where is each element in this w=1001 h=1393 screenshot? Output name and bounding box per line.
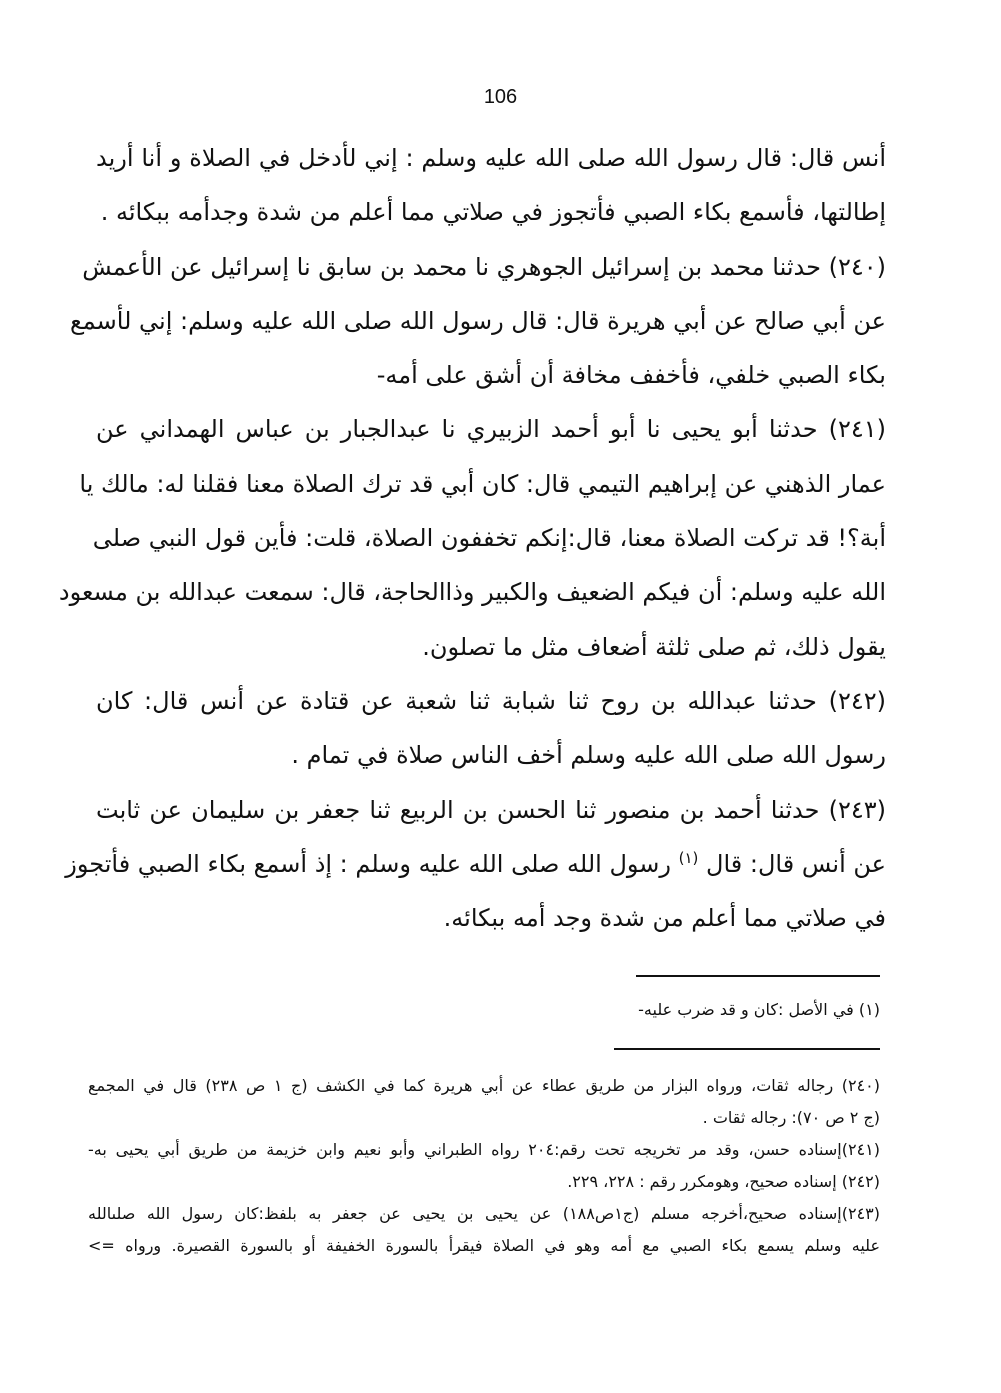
- page-number: 106: [483, 86, 518, 108]
- footnote-1: (١) في الأصل :كان و قد ضرب عليه-: [638, 1000, 880, 1019]
- footnote-line: عليه وسلم يسمع بكاء الصبي مع أمه وهو في الصلاة فيقرأ بالسورة الخفيفة أو بالسورة القصيرة. ورواه =>: [88, 1236, 880, 1255]
- footnote-line: (٢٤٠) رجاله ثقات، ورواه البزار من طريق عطاء عن أبي هريرة كما في الكشف (ج ١ ص ٢٣٨) قال في المجمع: [88, 1076, 881, 1095]
- hadith-242-line: (٢٤٢) حدثنا عبدالله بن روح ثنا شبابة ثنا شعبة عن قتادة عن أنس قال: كان: [96, 686, 886, 715]
- text-line: يقول ذلك، ثم صلى ثلثة أضعاف مثل ما تصلون.: [422, 632, 886, 661]
- footnote-line: (٢٤٢) إسناده صحيح، وهومكرر رقم : ٢٢٨، ٢٢٩.: [567, 1172, 880, 1191]
- text-line: عن أبي صالح عن أبي هريرة قال: قال رسول الله صلى الله عليه وسلم: إني لأسمع: [70, 306, 886, 335]
- footnote-reference: (١): [678, 848, 699, 867]
- text-line: عمار الذهني عن إبراهيم التيمي قال: كان أبي قد ترك الصلاة معنا فقلنا له: مالك يا: [79, 469, 886, 498]
- hadith-240-line: (٢٤٠) حدثنا محمد بن إسرائيل الجوهري نا محمد بن سابق نا إسرائيل عن الأعمش: [82, 252, 886, 281]
- text-line-with-footnote-ref: [65, 837, 886, 891]
- text-line: بكاء الصبي خلفي، فأخفف مخافة أن أشق على أمه-: [376, 361, 886, 390]
- text-line: إطالتها، فأسمع بكاء الصبي فأتجوز في صلاتي مما أعلم من شدة وجدأمه ببكائه .: [100, 198, 886, 227]
- text-line: في صلاتي مما أعلم من شدة وجد أمه ببكائه.: [443, 904, 886, 933]
- footnote-line: (ج ٢ ص ٧٠): رجاله ثقات .: [702, 1108, 880, 1127]
- text-segment: عن أنس قال: قال: [706, 849, 886, 878]
- footnote-separator: [614, 1048, 880, 1050]
- text-line: أنس قال: قال رسول الله صلى الله عليه وسلم : إني لأدخل في الصلاة و أنا أريد: [96, 144, 886, 172]
- hadith-241-line: (٢٤١) حدثنا أبو يحيى نا أبو أحمد الزبيري نا عبدالجبار بن عباس الهمداني عن: [96, 415, 886, 444]
- hadith-243-line: (٢٤٣) حدثنا أحمد بن منصور ثنا الحسن بن الربيع ثنا جعفر بن سليمان عن ثابت: [96, 795, 886, 824]
- text-line: رسول الله صلى الله عليه وسلم أخف الناس صلاة في تمام .: [291, 741, 886, 770]
- text-segment: رسول الله صلى الله عليه وسلم : إذ أسمع بكاء الصبي فأتجوز: [65, 849, 671, 878]
- footnote-separator: [636, 975, 880, 977]
- main-text-block: [58, 131, 886, 945]
- text-line: الله عليه وسلم: أن فيكم الضعيف والكبير وذاالحاجة، قال: سمعت عبدالله بن مسعود: [58, 578, 886, 607]
- takhrij-footnotes: [88, 1070, 880, 1262]
- footnote-line: (٢٤١)إسناده حسن، وقد مر تخريجه تحت رقم:٢٠٤ رواه الطبراني وأبو نعيم وابن خزيمة من طريق أبي يحيى به-: [88, 1140, 881, 1159]
- text-line: أبة؟! قد تركت الصلاة معنا، قال:إنكم تخففون الصلاة، قلت: فأين قول النبي صلى: [92, 524, 886, 553]
- footnote-line: (٢٤٣)إسناده صحيح،أخرجه مسلم (ج١ص١٨٨) عن يحيى بن يحيى عن جعفر به بلفظ:كان رسول الله صلىالله: [88, 1204, 880, 1223]
